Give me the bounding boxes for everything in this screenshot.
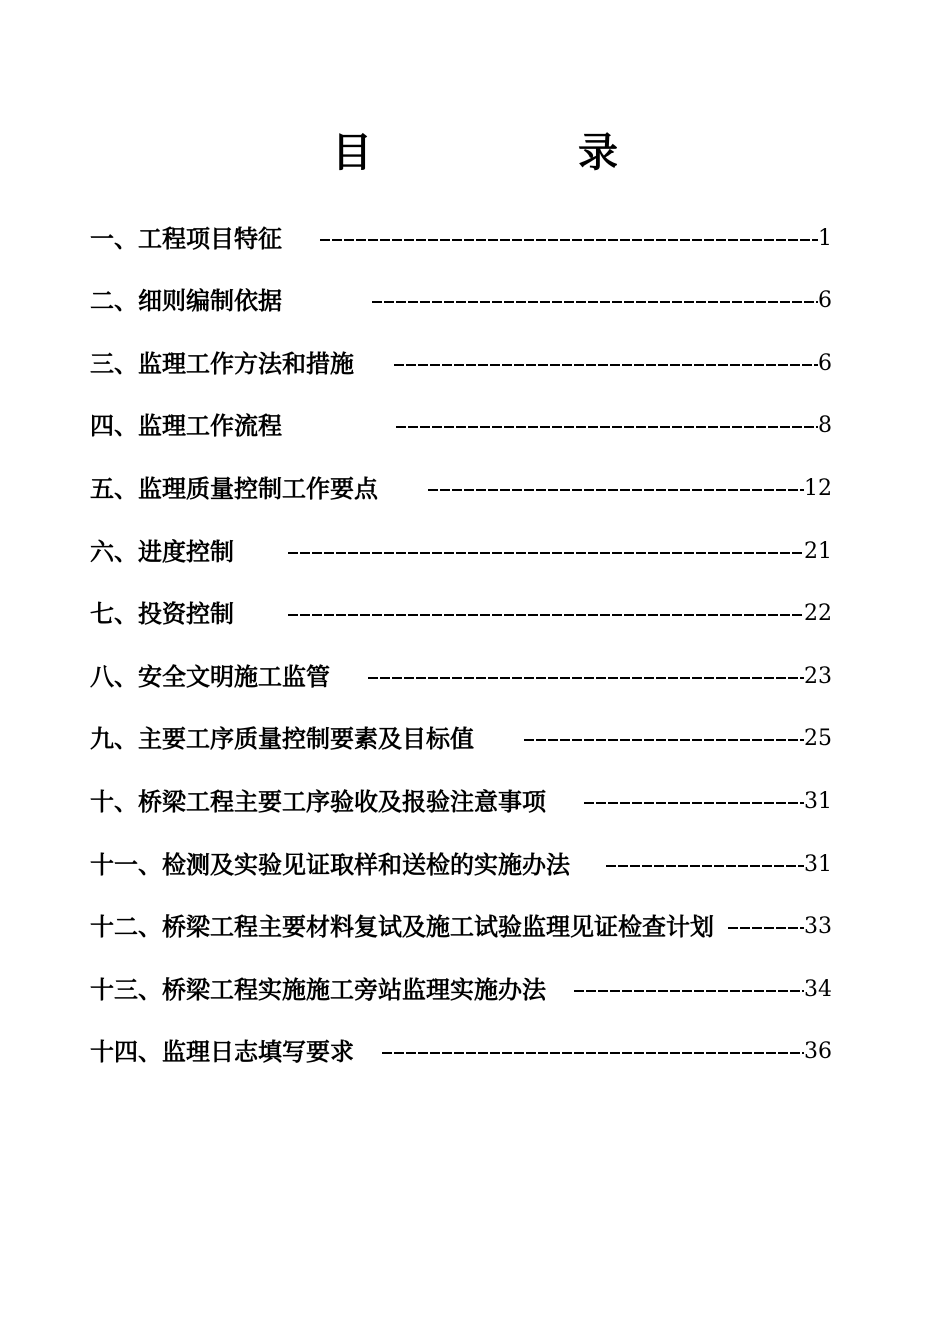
toc-dot-leader — [394, 364, 818, 366]
toc-entry-page: 36 — [804, 1039, 832, 1065]
toc-entry-page: 21 — [804, 538, 832, 564]
toc-entry-page: 12 — [804, 475, 832, 501]
toc-entry[interactable] — [90, 834, 832, 897]
toc-entry-label: 十三、桥梁工程实施施工旁站监理实施办法 — [90, 974, 546, 1004]
toc-dot-leader — [368, 677, 804, 679]
toc-entry[interactable] — [90, 584, 832, 647]
toc-dot-leader — [728, 927, 804, 929]
toc-entry-label: 四、监理工作流程 — [90, 411, 282, 441]
toc-entry-page: 33 — [804, 914, 832, 940]
toc-dot-leader — [584, 802, 804, 804]
toc-dot-leader — [428, 489, 804, 491]
toc-entry[interactable] — [90, 1022, 832, 1085]
toc-entry-label: 八、安全文明施工监管 — [90, 661, 330, 691]
toc-entry[interactable] — [90, 897, 832, 960]
toc-entry-label: 十、桥梁工程主要工序验收及报验注意事项 — [90, 786, 546, 816]
toc-entry[interactable] — [90, 396, 832, 459]
toc-entry-label: 三、监理工作方法和措施 — [90, 348, 354, 378]
toc-entry-page: 8 — [818, 413, 832, 439]
toc-entry[interactable] — [90, 709, 832, 772]
toc-dot-leader — [396, 426, 818, 428]
toc-entry[interactable] — [90, 458, 832, 521]
toc-entry-label: 九、主要工序质量控制要素及目标值 — [90, 724, 474, 754]
toc-entry-label: 五、监理质量控制工作要点 — [90, 473, 378, 503]
toc-dot-leader — [288, 614, 804, 616]
toc-dot-leader — [382, 1052, 804, 1054]
toc-dot-leader — [574, 990, 804, 992]
toc-entry[interactable] — [90, 959, 832, 1022]
toc-entry-label: 六、进度控制 — [90, 536, 234, 566]
toc-entry-label: 七、投资控制 — [90, 599, 234, 629]
toc-entry[interactable] — [90, 646, 832, 709]
toc-dot-leader — [606, 865, 804, 867]
toc-entry-page: 31 — [804, 788, 832, 814]
toc-entry-page: 6 — [818, 288, 832, 314]
toc-entry-label: 二、细则编制依据 — [90, 286, 282, 316]
toc-entry-page: 22 — [804, 601, 832, 627]
toc-entry-page: 1 — [818, 225, 832, 251]
toc-dot-leader — [524, 739, 804, 741]
toc-entry[interactable] — [90, 521, 832, 584]
toc-entry-page: 25 — [804, 726, 832, 752]
toc-dot-leader — [372, 301, 818, 303]
toc-entry-label: 一、工程项目特征 — [90, 223, 282, 253]
toc-entry-label: 十四、监理日志填写要求 — [90, 1037, 354, 1067]
toc-entry[interactable] — [90, 771, 832, 834]
toc-dot-leader — [288, 552, 804, 554]
table-of-contents — [90, 208, 832, 1084]
page-title: 目 录 — [332, 128, 714, 176]
toc-entry[interactable] — [90, 208, 832, 271]
toc-entry-page: 31 — [804, 851, 832, 877]
toc-entry-page: 23 — [804, 663, 832, 689]
toc-entry[interactable] — [90, 271, 832, 334]
toc-entry-label: 十一、检测及实验见证取样和送检的实施办法 — [90, 849, 570, 879]
toc-entry[interactable] — [90, 333, 832, 396]
toc-entry-page: 34 — [804, 976, 832, 1002]
toc-dot-leader — [320, 239, 818, 241]
toc-entry-label: 十二、桥梁工程主要材料复试及施工试验监理见证检查计划 — [90, 912, 714, 942]
toc-entry-page: 6 — [818, 350, 832, 376]
